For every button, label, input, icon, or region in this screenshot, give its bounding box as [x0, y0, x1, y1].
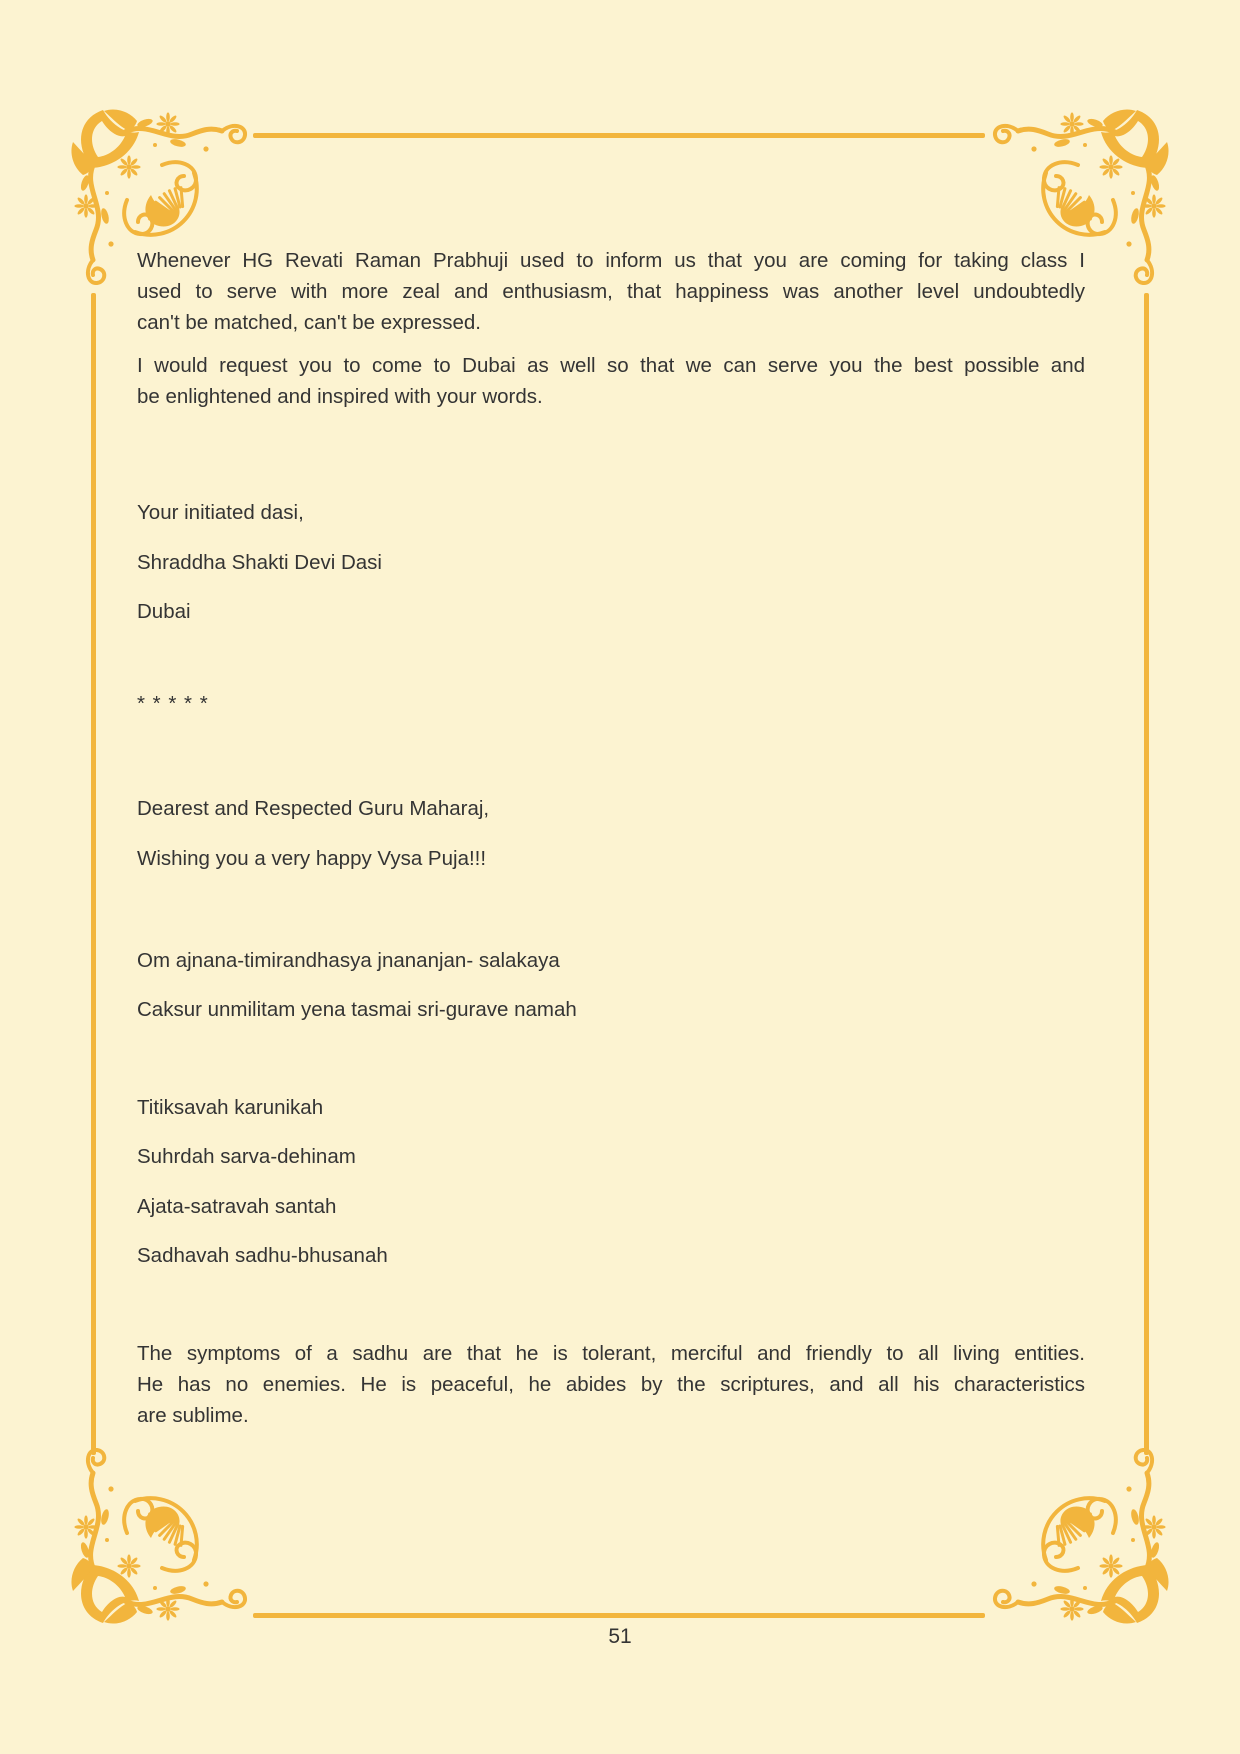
verse-line: Titiksavah karunikah	[137, 1096, 324, 1119]
mantra-line: Om ajnana-timirandhasya jnananjan- salakaya	[137, 949, 560, 972]
border-line-top	[253, 133, 985, 138]
letter-paragraph-2	[137, 350, 1085, 412]
signature-place: Dubai	[137, 600, 191, 623]
letter-line: are sublime.	[137, 1404, 249, 1427]
verse-line: Suhrdah sarva-dehinam	[137, 1145, 356, 1168]
verse-line: Ajata-satravah santah	[137, 1195, 337, 1218]
signature-closing: Your initiated dasi,	[137, 501, 304, 524]
verse-line: Sadhavah sadhu-bhusanah	[137, 1244, 388, 1267]
floral-corner-ornament-bottom-left	[65, 1440, 255, 1630]
border-line-left	[91, 293, 96, 1455]
border-line-right	[1144, 293, 1149, 1455]
letter-line: can't be matched, can't be expressed.	[137, 311, 482, 334]
greeting-line: Dearest and Respected Guru Maharaj,	[137, 797, 490, 820]
page-number: 51	[608, 1625, 632, 1648]
verse-translation-paragraph	[137, 1338, 1085, 1431]
greeting-line: Wishing you a very happy Vysa Puja!!!	[137, 847, 487, 870]
letter-line: used to serve with more zeal and enthusiasm, that happiness was another level undoubtedly	[137, 280, 1085, 303]
stars-separator: * * * * *	[137, 692, 209, 715]
letter-paragraph-1	[137, 245, 1085, 338]
floral-corner-ornament-bottom-right	[985, 1440, 1175, 1630]
mantra-line: Caksur unmilitam yena tasmai sri-gurave namah	[137, 998, 577, 1021]
letter-line: Whenever HG Revati Raman Prabhuji used to inform us that you are coming for taking class I	[137, 249, 1085, 272]
letter-line: be enlightened and inspired with your words.	[137, 385, 543, 408]
letter-line: He has no enemies. He is peaceful, he abides by the scriptures, and all his characteristics	[137, 1373, 1085, 1396]
border-line-bottom	[253, 1613, 985, 1618]
letter-line: I would request you to come to Dubai as well so that we can serve you the best possible and	[137, 354, 1085, 377]
signature-name: Shraddha Shakti Devi Dasi	[137, 551, 382, 574]
letter-line: The symptoms of a sadhu are that he is tolerant, merciful and friendly to all living entities.	[137, 1342, 1085, 1365]
